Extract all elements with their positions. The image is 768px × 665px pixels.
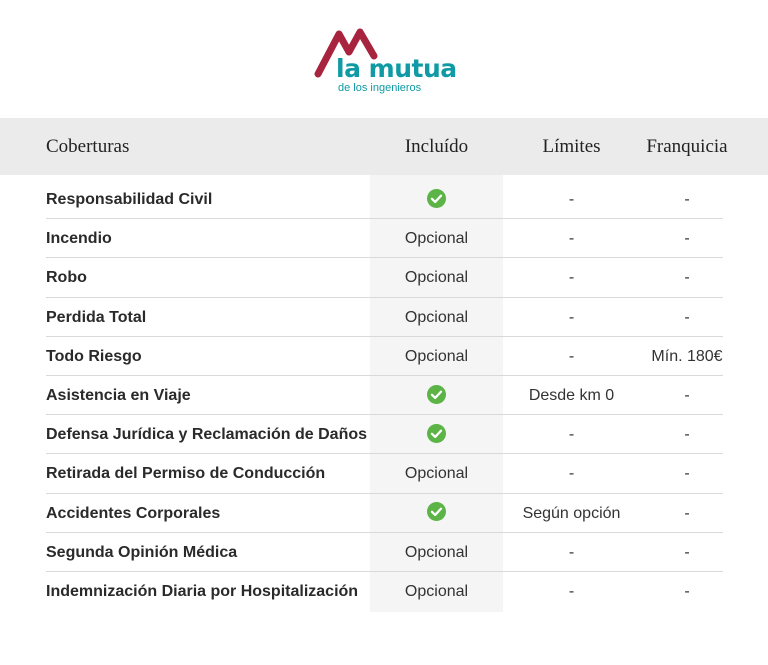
check-circle-icon <box>427 189 446 208</box>
deductible-value: - <box>684 269 690 287</box>
limit-value: - <box>568 465 575 483</box>
deductible-value: - <box>684 191 690 208</box>
coverage-name: Indemnización Diaria por Hospitalización <box>46 582 359 600</box>
included-value: Opcional <box>404 465 469 483</box>
table-row <box>0 376 768 415</box>
table-header <box>0 118 768 175</box>
coverage-name: Todo Riesgo <box>46 347 142 365</box>
coverage-name: Robo <box>46 269 87 287</box>
included-check-cell <box>370 376 503 415</box>
included-value: Opcional <box>404 230 469 248</box>
limit-value: - <box>568 230 575 248</box>
table-row <box>0 533 768 572</box>
table-row <box>0 572 768 611</box>
limit-value: - <box>568 582 575 600</box>
included-check-cell <box>370 494 503 533</box>
limit-value: - <box>568 308 575 326</box>
included-check-cell <box>370 180 503 219</box>
included-value: Opcional <box>404 347 469 365</box>
table-row <box>0 454 768 493</box>
header-deductible: Franquicia <box>646 136 728 157</box>
table-row <box>0 258 768 297</box>
deductible-value: - <box>684 582 690 600</box>
deductible-value: - <box>684 543 690 561</box>
header-limits: Límites <box>542 136 601 157</box>
coverage-name: Asistencia en Viaje <box>46 386 191 404</box>
coverage-name: Accidentes Corporales <box>46 504 221 522</box>
table-row <box>0 337 768 376</box>
coverage-name: Defensa Jurídica y Reclamación de Daños <box>46 426 368 444</box>
check-circle-icon <box>427 502 446 521</box>
deductible-value: - <box>684 426 690 444</box>
coverage-table-body <box>0 180 768 611</box>
limit-value: - <box>568 543 575 561</box>
table-row <box>0 415 768 454</box>
included-value: Opcional <box>404 543 469 561</box>
limit-value: - <box>568 347 575 365</box>
limit-value: - <box>568 191 575 208</box>
deductible-value: - <box>684 465 690 483</box>
check-circle-icon <box>427 385 446 404</box>
included-value: Opcional <box>404 269 469 287</box>
brand-logo <box>312 26 462 98</box>
header-coverage: Coberturas <box>46 136 130 157</box>
table-row <box>0 219 768 258</box>
brand-tagline: de los ingenieros <box>338 82 422 94</box>
check-circle-icon <box>427 424 446 443</box>
limit-value: - <box>568 269 575 287</box>
header-included: Incluído <box>404 136 469 157</box>
limit-value: Según opción <box>522 504 621 522</box>
coverage-name: Perdida Total <box>46 308 147 326</box>
included-value: Opcional <box>404 582 469 600</box>
deductible-value: - <box>684 308 690 326</box>
table-row <box>0 494 768 533</box>
limit-value: Desde km 0 <box>528 386 615 404</box>
coverage-name: Responsabilidad Civil <box>46 191 213 208</box>
deductible-value: - <box>684 386 690 404</box>
coverage-name: Segunda Opinión Médica <box>46 543 238 561</box>
deductible-value: - <box>684 504 690 522</box>
included-value: Opcional <box>404 308 469 326</box>
table-row <box>0 180 768 219</box>
deductible-value: Mín. 180€ <box>651 347 723 365</box>
included-check-cell <box>370 415 503 454</box>
coverage-name: Retirada del Permiso de Conducción <box>46 465 326 483</box>
table-row <box>0 298 768 337</box>
coverage-name: Incendio <box>46 230 112 248</box>
limit-value: - <box>568 426 575 444</box>
brand-name: la mutua <box>336 54 457 83</box>
deductible-value: - <box>684 230 690 248</box>
